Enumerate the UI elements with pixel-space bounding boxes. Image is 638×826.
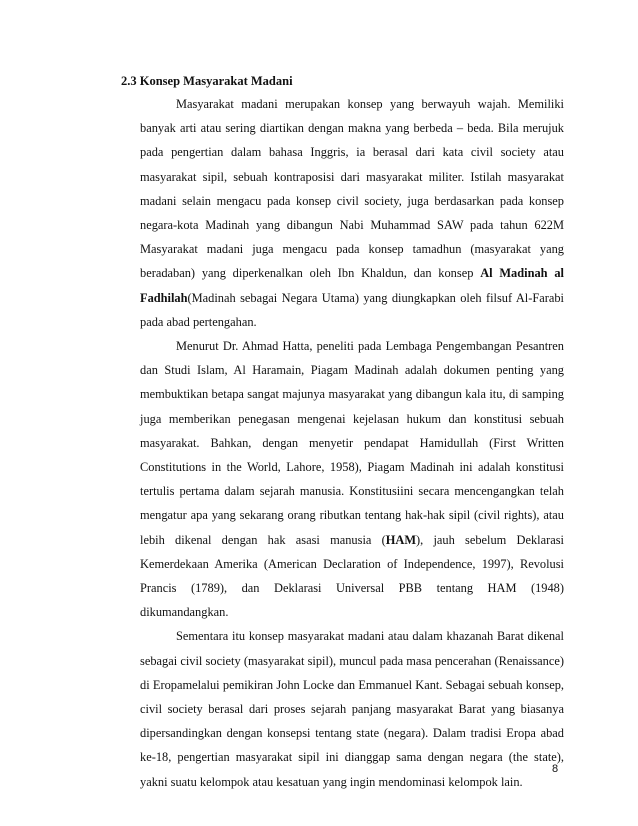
paragraph-2-bold-term: HAM [385, 532, 417, 547]
section-body [140, 92, 564, 794]
paragraph-1-bold-term: Al Madinah al Fadhilah [140, 266, 564, 305]
section-heading: 2.3 Konsep Masyarakat Madani [121, 74, 293, 88]
page-number: 8 [552, 763, 559, 775]
paragraph-2-text-a: Menurut Dr. Ahmad Hatta, peneliti pada Lembaga Pengembangan Pesantren dan Studi Islam, Al Haramain, Piagam Madinah adalah dokumen penting yang membuktikan betapa sangat majunya masyarakat yang dibangun kala itu, di samping juga memberikan penegasan mengenai kejelasan hukum dan konstitusi sebuah masyarakat. Bahkan, dengan menyetir pendapat Hamidullah (First Written Constitutions in the World, Lahore, 1958), Piagam Madinah ini adalah konstitusi tertulis pertama dalam sejarah manusia. Konstitusiini secara mencengangkan telah mengatur apa yang sekarang orang ributkan tentang hak-hak sipil (civil rights), atau lebih dikenal dengan hak asasi manusia ( [140, 339, 564, 547]
paragraph-3: Sementara itu konsep masyarakat madani atau dalam khazanah Barat dikenal sebagai civil society (masyarakat sipil), muncul pada masa pencerahan (Renaissance) di Eropamelalui pemikiran John Locke dan Emmanuel Kant. Sebagai sebuah konsep, civil society berasal dari proses sejarah panjang masyarakat Barat yang biasanya dipersandingkan dengan konsepsi tentang state (negara). Dalam tradisi Eropa abad ke-18, pengertian masyarakat sipil ini dianggap sama dengan negara (the state), yakni suatu kelompok atau kesatuan yang ingin mendominasi kelompok lain. [140, 629, 564, 789]
paragraph-1-text-b: (Madinah sebagai Negara Utama) yang diungkapkan oleh filsuf Al-Farabi pada abad pertengahan. [140, 290, 564, 329]
paragraph-2-text-b: ), jauh sebelum Deklarasi Kemerdekaan Amerika (American Declaration of Independence, 1997), Revolusi Prancis (1789), dan Deklarasi Universal PBB tentang HAM (1948) dikumandangkan. [140, 532, 564, 620]
paragraph-2 [140, 334, 564, 624]
paragraph-1 [140, 92, 564, 334]
paragraph-1-text-a: Masyarakat madani merupakan konsep yang berwayuh wajah. Memiliki banyak arti atau sering diartikan dengan makna yang berbeda – beda. Bila merujuk pada pengertian dalam bahasa Inggris, ia berasal dari kata civil society atau masyarakat sipil, sebuah kontraposisi dari masyarakat militer. Istilah masyarakat madani selain mengacu pada konsep civil society, juga berdasarkan pada konsep negara-kota Madinah yang dibangun Nabi Muhammad SAW pada tahun 622M Masyarakat madani juga mengacu pada konsep tamadhun (masyarakat yang beradaban) yang diperkenalkan oleh Ibn Khaldun, dan konsep [140, 97, 564, 281]
